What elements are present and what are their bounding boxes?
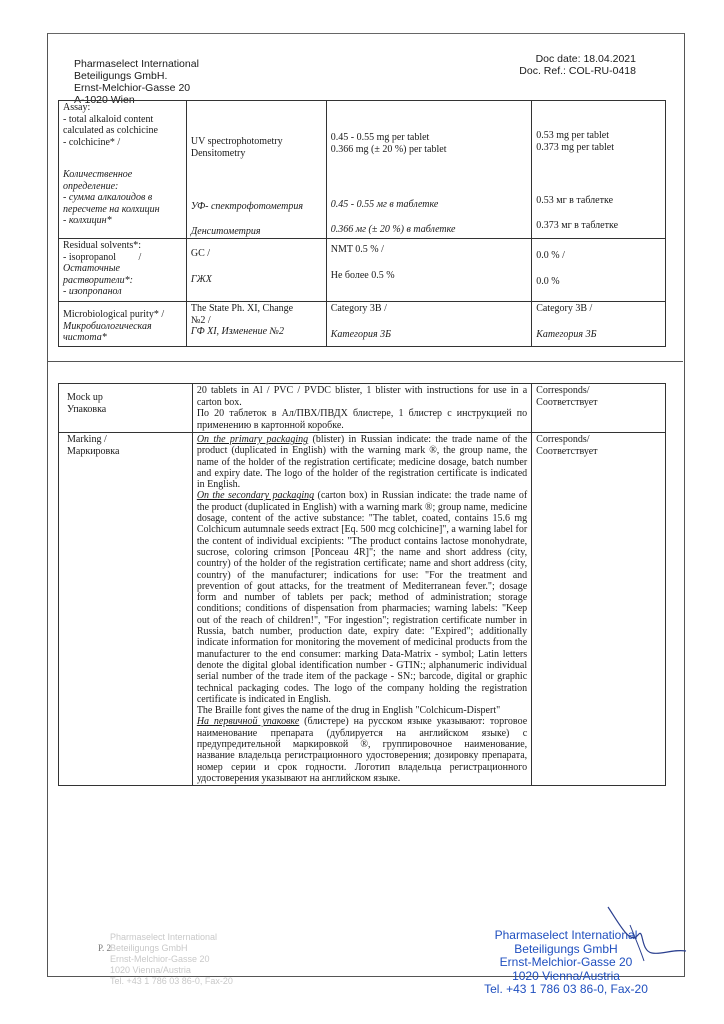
text-line: растворители*: [63, 274, 133, 286]
text-line: - colchicine* / [63, 136, 121, 148]
assay-label [59, 101, 187, 239]
text-line: 0.373 mg per tablet [536, 141, 614, 153]
solvents-spec [326, 239, 531, 302]
text-line: Категория 3Б [536, 328, 597, 340]
text-line: Category 3B / [536, 303, 593, 314]
text-line: Corresponds/ [536, 385, 590, 396]
mockup-text [192, 384, 531, 433]
mockup-result [532, 384, 666, 433]
text-paragraph: По 20 таблеток в Ал/ПВХ/ПВДХ блистере, 1 блистер с инструкцией по применению в картонной коробке. [196, 408, 528, 431]
text-line: Category 3B / [330, 303, 387, 314]
text-line: calculated as colchicine [63, 125, 158, 136]
company-line: A-1020 Wien [74, 94, 135, 106]
spec-table-2 [58, 383, 666, 786]
doc-meta [519, 53, 636, 77]
text-line: 0.366 mg (± 20 %) per tablet [330, 143, 447, 155]
text-line: 0.45 - 0.55 mg per tablet [330, 132, 430, 143]
marking-result [532, 433, 666, 786]
marking-text [192, 433, 531, 786]
table-row [59, 433, 666, 786]
text-line: Tel. +43 1 786 03 86-0, Fax-20 [110, 976, 233, 986]
company-line: Ernst-Melchior-Gasse 20 [74, 82, 191, 94]
assay-method [186, 101, 326, 239]
text-paragraph [197, 716, 527, 784]
text-line: пересчете на колхицин [63, 203, 160, 215]
assay-spec [326, 101, 531, 239]
text-line: 0.53 mg per tablet [536, 130, 609, 141]
text-line: Соответствует [536, 396, 598, 408]
bleed-through-text [110, 932, 233, 987]
micro-result [532, 302, 666, 347]
text-line: - колхицин* [63, 215, 112, 226]
text-line: Pharmaselect International [110, 932, 218, 942]
micro-spec [326, 302, 531, 347]
text-line: Количественное [63, 169, 133, 180]
text-span: (carton box) in Russian indicate: the trade name of the product (duplicated in English) with a warning mark ®; group name, medicine dosage, content of the active substance: "The tablet, coated, contains 15.6 mg Colchicum autumnale seeds extract [Eq. 500 mcg colchicine]", a warning label for the content of individual excipients: "The product contains lactose monohydrate, sucrose, coloring crimson [Ponceau 4R]"; the name and short address (city, country) of the holder of the registration certificate; name and short address (city, country) of the manufacturer; indications for use: "For the treatment and prevention of gout attacks, for the treatment of Mediterranean fever."; dosage form and number of tablets per pack; method of administration; storage conditions; conditions of dispensation from pharmacies; warning labels: "Keep out of the reach of children!", "For ingestion"; registration certificate number in Russia, batch number, production date, expiry date: "Expired"; additionally indicate information for monitoring the movement of medicinal products from the manufacturer to the end consumer: marking Data-Matrix - symbol; Latin letters denote the digital global identification number - GTIN:; alphanumeric individual serial number of the trade item of the package - SN:; barcode, digital or graphic technical packaging codes. The logo of the company holding the registration certificate is indicated in English. [196, 490, 528, 705]
text-line: Упаковка [67, 403, 107, 415]
text-paragraph [197, 434, 527, 490]
text-line: - isopropanol [63, 251, 117, 263]
underlined-heading: On the primary packaging [196, 434, 309, 445]
text-line: Tel. +43 1 786 03 86-0, Fax-20 [484, 982, 648, 996]
text-line: Денситометрия [190, 225, 261, 237]
text-line: Соответствует [536, 445, 598, 457]
text-span: (blister) in Russian indicate: the trade name of the product (duplicated in English) with the warning mark ®, the group name, the name of the holder of the registration certificate; medicine dosage, batch number and expiry date. The logo of the holder of the registration certificate is indicated in English. [196, 434, 528, 491]
assay-result [532, 101, 666, 239]
text-line: Beteiligungs GmbH [110, 943, 188, 953]
text-line: ГЖХ [190, 273, 212, 285]
table-row [59, 239, 666, 302]
text-line: Категория 3Б [330, 328, 391, 340]
solvents-label [59, 239, 187, 302]
text-line: NMT 0.5 % / [330, 244, 384, 255]
text-line: Mock up [67, 392, 103, 403]
underlined-heading: On the secondary packaging [196, 490, 315, 502]
text-line: Pharmaselect International [494, 928, 638, 942]
table-row [59, 101, 666, 239]
text-line: Beteiligungs GmbH [514, 941, 618, 956]
text-line: Marking / [67, 434, 107, 445]
text-line: - total alkaloid content [63, 113, 154, 125]
company-line: Pharmaselect International [74, 58, 199, 70]
text-span: (блистере) на русском языке указывают: торговое наименование препарата (дублируется на английском языке) с предупредительной маркировкой ®, группировочное наименование, название владельца регистрационного удостоверения; дозировку препарата, номер серии и срок годности. Логотип владельца регистрационного удостоверения указывают на английском языке. [196, 716, 528, 784]
underlined-heading: На первичной упаковке [196, 716, 300, 728]
text-line: чистота* [63, 332, 107, 343]
text-line: Микробиологическая [63, 320, 152, 332]
company-line: Beteiligungs GmbH. [74, 70, 168, 82]
text-line: 0.373 мг в таблетке [536, 219, 619, 231]
text-line: - изопропанол [63, 286, 122, 297]
mockup-label [59, 384, 193, 433]
micro-method [186, 302, 326, 347]
text-line: UV spectrophotometry [190, 136, 283, 147]
page-number: P. 2 [98, 943, 112, 953]
text-line: 0.0 % / [536, 250, 565, 261]
doc-ref: Doc. Ref.: COL-RU-0418 [519, 65, 636, 77]
text-line: 0.366 мг (± 20 %) в таблетке [330, 223, 456, 235]
spec-table-1 [58, 100, 666, 347]
text-line: Corresponds/ [536, 434, 590, 445]
text-line: определение: [63, 180, 119, 192]
text-line: №2 / [190, 314, 211, 326]
text-line: 0.0 % [536, 275, 560, 287]
text-line: 1020 Vienna/Austria [512, 968, 620, 983]
solvents-method [186, 239, 326, 302]
text-line: Microbiological purity* / [63, 309, 165, 320]
solvents-result [532, 239, 666, 302]
text-line: УФ- спектрофотометрия [190, 201, 303, 212]
text-line: Densitometry [190, 147, 246, 159]
text-line: Ernst-Melchior-Gasse 20 [499, 955, 633, 969]
company-address [74, 58, 199, 106]
doc-date: Doc date: 18.04.2021 [535, 53, 636, 65]
text-line: Assay: [63, 102, 91, 113]
signature-icon [600, 905, 690, 965]
table-row [59, 302, 666, 347]
text-line: The State Ph. XI, Change [190, 303, 294, 314]
table-row [59, 384, 666, 433]
text-paragraph: 20 tablets in Al / PVC / PVDC blister, 1 blister with instructions for use in a carton box. [196, 385, 528, 408]
text-line: Остаточные [63, 263, 120, 274]
text-line: GC / [190, 248, 211, 259]
text-line: Residual solvents*: [63, 240, 142, 251]
text-line: Ernst-Melchior-Gasse 20 [110, 954, 210, 964]
section-divider [47, 361, 683, 362]
text-paragraph: The Braille font gives the name of the drug in English "Colchicum-Dispert" [196, 705, 501, 717]
text-line: / [138, 251, 142, 263]
text-paragraph [197, 490, 527, 705]
text-line: 0.53 мг в таблетке [536, 195, 614, 206]
text-line: Не более 0.5 % [330, 269, 395, 281]
micro-label [59, 302, 187, 347]
text-line: 0.45 - 0.55 мг в таблетке [330, 199, 439, 210]
text-line: ГФ XI, Изменение №2 [190, 326, 284, 337]
text-line: - сумма алкалоидов в [63, 192, 153, 203]
text-line: Маркировка [67, 445, 120, 457]
text-line: 1020 Vienna/Austria [110, 965, 191, 975]
marking-label [59, 433, 193, 786]
